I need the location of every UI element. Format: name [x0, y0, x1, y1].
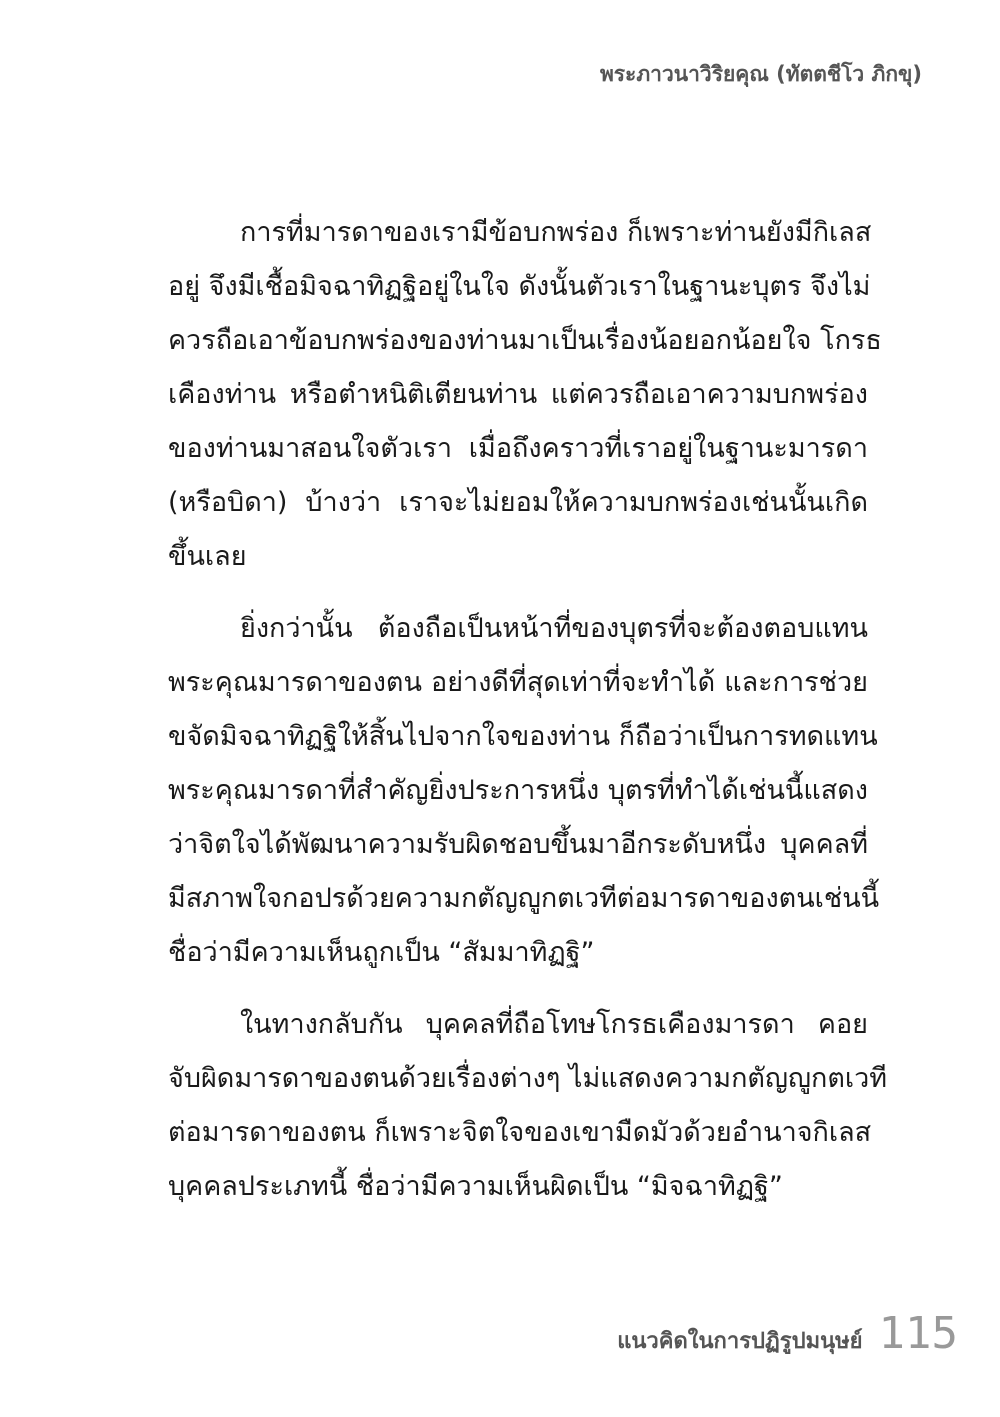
paragraph-gap [168, 584, 868, 602]
book-title: แนวคิดในการปฏิรูปมนุษย์ [617, 1329, 863, 1354]
paragraph-2 [168, 602, 880, 980]
text-line: ชื่อว่ามีความเห็นถูกเป็น “สัมมาทิฏฐิ” [168, 937, 595, 968]
text-line: พระคุณมารดาที่สำคัญยิ่งประการหนึ่ง บุตรที่ทำได้เช่นนี้แสดง [168, 775, 868, 806]
text-line: จับผิดมารดาของตนด้วยเรื่องต่างๆ ไม่แสดงความกตัญญูกตเวที [168, 1063, 888, 1094]
page-number: 115 [878, 1308, 958, 1359]
text-line: ของท่านมาสอนใจตัวเรา เมื่อถึงคราวที่เราอยู่ในฐานะมารดา [168, 433, 868, 464]
body-text [168, 206, 888, 1214]
text-line: เคืองท่าน หรือตำหนิติเตียนท่าน แต่ควรถือเอาความบกพร่อง [168, 379, 868, 410]
paragraph-3 [168, 998, 888, 1214]
text-line: ยิ่งกว่านั้น ต้องถือเป็นหน้าที่ของบุตรที่จะต้องตอบแทน [240, 613, 868, 644]
text-line: อยู่ จึงมีเชื้อมิจฉาทิฏฐิอยู่ในใจ ดังนั้นตัวเราในฐานะบุตร จึงไม่ [168, 271, 871, 302]
running-header: พระภาวนาวิริยคุณ (ทัตตชีโว ภิกขุ) [599, 62, 922, 86]
text-line: การที่มารดาของเรามีข้อบกพร่อง ก็เพราะท่านยังมีกิเลส [240, 217, 872, 248]
paragraph-1 [168, 206, 882, 584]
text-line: ขจัดมิจฉาทิฏฐิให้สิ้นไปจากใจของท่าน ก็ถือว่าเป็นการทดแทน [168, 721, 878, 752]
paragraph-gap [168, 980, 868, 998]
text-line: พระคุณมารดาของตน อย่างดีที่สุดเท่าที่จะทำได้ และการช่วย [168, 667, 868, 698]
text-line: ต่อมารดาของตน ก็เพราะจิตใจของเขามืดมัวด้วยอำนาจกิเลส [168, 1117, 872, 1148]
text-line: (หรือบิดา) บ้างว่า เราจะไม่ยอมให้ความบกพร่องเช่นนั้นเกิด [168, 487, 868, 518]
text-line: ในทางกลับกัน บุคคลที่ถือโทษโกรธเคืองมารดา คอย [240, 1009, 868, 1040]
text-line: ว่าจิตใจได้พัฒนาความรับผิดชอบขึ้นมาอีกระดับหนึ่ง บุคคลที่ [168, 829, 868, 860]
text-line: ควรถือเอาข้อบกพร่องของท่านมาเป็นเรื่องน้อยอกน้อยใจ โกรธ [168, 325, 882, 356]
text-line: ขึ้นเลย [168, 541, 247, 572]
text-line: มีสภาพใจกอปรด้วยความกตัญญูกตเวทีต่อมารดาของตนเช่นนี้ [168, 883, 880, 914]
text-line: บุคคลประเภทนี้ ชื่อว่ามีความเห็นผิดเป็น “มิจฉาทิฏฐิ” [168, 1171, 783, 1202]
page-footer [617, 1308, 958, 1359]
